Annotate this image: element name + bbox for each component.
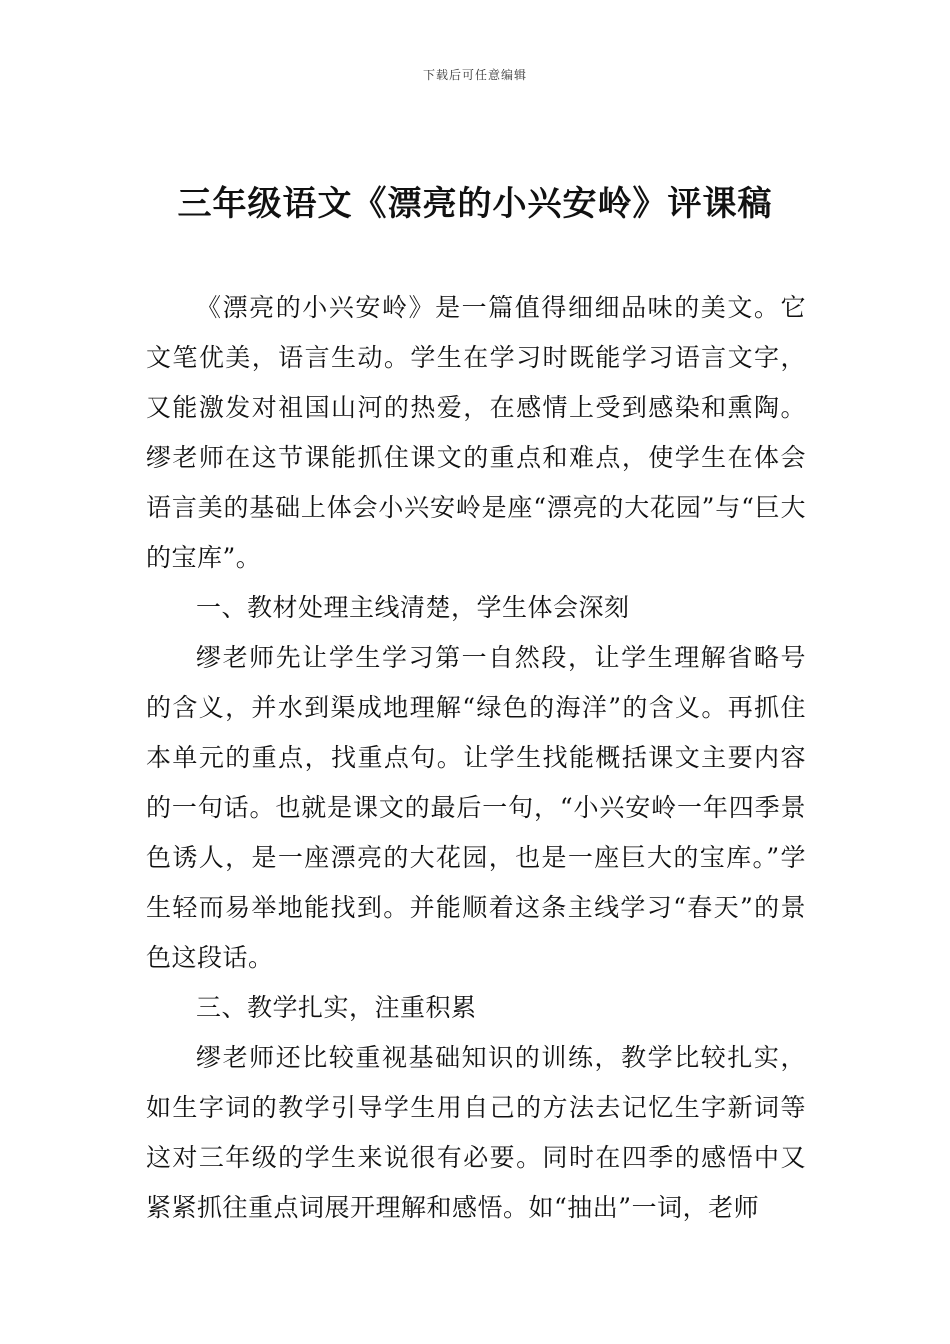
header-note: 下载后可任意编辑 <box>422 68 527 82</box>
section-heading-1: 一、教材处理主线清楚，学生体会深刻 <box>196 593 630 622</box>
section-heading-3: 三、教学扎实，注重积累 <box>196 993 477 1022</box>
paragraph-intro: 《漂亮的小兴安岭》是一篇值得细细品味的美文。它文笔优美，语言生动。学生在学习时既能学习语言文字，又能激发对祖国山河的热爱，在感情上受到感染和熏陶。缪老师在这节课能抓住课文的重点和难点，使学生在体会语言美的基础上体会小兴安岭是座“漂亮的大花园”与“巨大的宝库”。 <box>146 293 806 572</box>
document-body <box>146 283 806 1233</box>
document-title: 三年级语文《漂亮的小兴安岭》评课稿 <box>177 184 773 224</box>
paragraph-section-1: 缪老师先让学生学习第一自然段，让学生理解省略号的含义，并水到渠成地理解“绿色的海洋”的含义。再抓住本单元的重点，找重点句。让学生找能概括课文主要内容的一句话。也就是课文的最后一句，“小兴安岭一年四季景色诱人，是一座漂亮的大花园，也是一座巨大的宝库。”学生轻而易举地能找到。并能顺着这条主线学习“春天”的景色这段话。 <box>146 643 806 972</box>
paragraph-section-3: 缪老师还比较重视基础知识的训练，教学比较扎实，如生字词的教学引导学生用自己的方法去记忆生字新词等这对三年级的学生来说很有必要。同时在四季的感悟中又紧紧抓往重点词展开理解和感悟。如“抽出”一词，老师 <box>146 1043 806 1222</box>
